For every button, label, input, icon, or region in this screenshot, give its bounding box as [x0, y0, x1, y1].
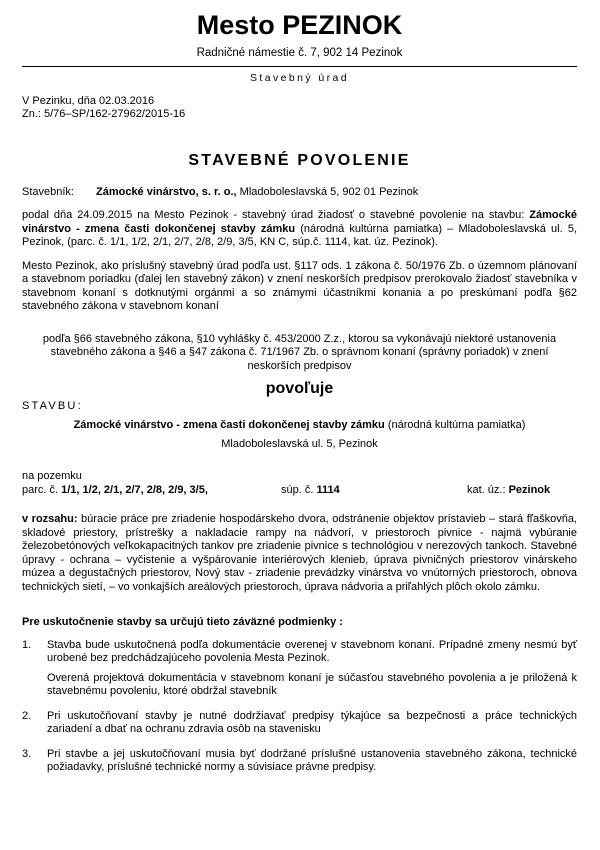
plot-row — [22, 484, 577, 498]
scope-label: v rozsahu: — [22, 513, 78, 525]
conditions-list — [22, 639, 577, 781]
registry-number: súp. č. 1114 — [281, 483, 340, 496]
document-page — [22, 0, 577, 786]
condition-item: 1. Stavba bude uskutočnená podľa dokumentácie overenej v stavebnom konaní. Prípadné zmeny nesmú byť urobené bez predchádzajúceho povolenia Mesta Pezinok. Overená projektová dokumentácia v stavebnom konaní je súčasťou stavebného povolenia a je priložená k stavebnému povoleniu, ktoré obdržal stavebník — [22, 638, 577, 697]
submission-paragraph: podal dňa 24.09.2015 na Mesto Pezinok - stavebný úrad žiadosť o stavebné povolenie na stavbu: Zámocké vinárstvo - zmena časti dokončenej stavby zámku (národná kultúrna pamiatka) – Mladoboleslavská ul. 5, Pezinok, (parc. č. 1/1, 1/2, 2/1, 2/7, 2/8, 2/9, 3/5, KN C, súp.č. 1114, kat. úz. Pezinok). — [22, 209, 577, 248]
condition-item: 2. Pri uskutočňovaní stavby je nutné dodržiavať predpisy týkajúce sa bezpečnosti a práce technických zariadení a dbať na ochranu zdravia osôb na stavenisku — [22, 709, 577, 735]
builder-label: Stavebník: — [22, 185, 74, 198]
city-heading: Mesto PEZINOK — [196, 10, 403, 40]
office-address: Radničné námestie č. 7, 902 14 Pezinok — [196, 47, 403, 59]
building-name: Zámocké vinárstvo - zmena časti dokončenej stavby zámku — [73, 419, 385, 431]
conditions-title: Pre uskutočnenie stavby sa určujú tieto záväzné podmienky : — [22, 616, 343, 628]
on-plot-label: na pozemku — [22, 470, 82, 482]
parcel-numbers: parc. č. 1/1, 1/2, 2/1, 2/7, 2/8, 2/9, 3/5, — [22, 483, 208, 496]
office-name: Stavebný úrad — [250, 71, 349, 84]
document-title: STAVEBNÉ POVOLENIE — [188, 152, 411, 169]
header-divider — [22, 66, 577, 67]
file-number: Zn.: 5/76–SP/162-27962/2015-16 — [22, 107, 186, 120]
building-street: Mladoboleslavská ul. 5, Pezinok — [221, 437, 378, 450]
building-name-line — [22, 419, 577, 433]
building-note: (národná kultúrna pamiatka) — [384, 419, 526, 431]
authority-paragraph: Mesto Pezinok, ako príslušný stavebný úrad podľa ust. §117 ods. 1 zákona č. 50/1976 Zb. o územnom plánovaní a stavebnom poriadku (ďalej len stavebný zákon) v znení neskorších predpisov prerokovalo žiadosť stavebníka v stavebnom konaní s dotknutými orgánmi a so známymi účastníkmi konania a po preskúmaní podľa §62 stavebného zákona v stavebnom konaní — [22, 259, 577, 312]
builder-name: Zámocké vinárstvo, s. r. o., — [95, 185, 237, 198]
date-block — [22, 95, 577, 120]
builder-line — [22, 186, 577, 200]
cadastral-area: kat. úz.: Pezinok — [467, 483, 551, 496]
condition-item: 3. Pri stavbe a jej uskutočňovaní musia byť dodržané príslušné ustanovenia stavebného zákona, technické požiadavky, príslušné technické normy a súvisiace právne predpisy. — [22, 747, 577, 773]
place-date: V Pezinku, dňa 02.03.2016 — [22, 95, 155, 107]
decision-word: povoľuje — [265, 380, 334, 397]
scope-paragraph: v rozsahu: búracie práce pre zriadenie hospodárskeho dvora, odstránenie objektov prístavieb – stará fľaškovňa, skladové priestory, prístrešky a nakladacie rampy na nádvorí, v priestoroch pivnice - najmä vybúranie železobetónových veľkokapacitných tankov pre zriadenie pivnice s technológiou v nerezových tankoch. Stavebné úpravy - ochrana – vyčistenie a vyšpárovanie interiérových klenieb, úprava pivničných priestorov vinárskeho múzea a degustačných priestorov, Nový stav - zriadenie prevádzky vinárstva vo vnútorných priestoroch, obnova technických sietí, – vo vonkajších areálových priestoroch, úprava nádvoria a priľahlých plôch okolo zámku. — [22, 513, 578, 593]
builder-address: Mladoboleslavská 5, 902 01 Pezinok — [236, 185, 419, 198]
legal-basis: podľa §66 stavebného zákona, §10 vyhlášky č. 453/2000 Z.z., ktorou sa vykonávajú niektoré ustanovenia stavebného zákona a §46 a §47 zákona č. 71/1967 Zb. o správnom konaní (správny poriadok) v znení neskorších predpisov — [42, 332, 557, 372]
stavbu-label: STAVBU: — [22, 399, 83, 412]
project-name: Zámocké vinárstvo - zmena časti dokončenej stavby zámku — [22, 209, 577, 235]
